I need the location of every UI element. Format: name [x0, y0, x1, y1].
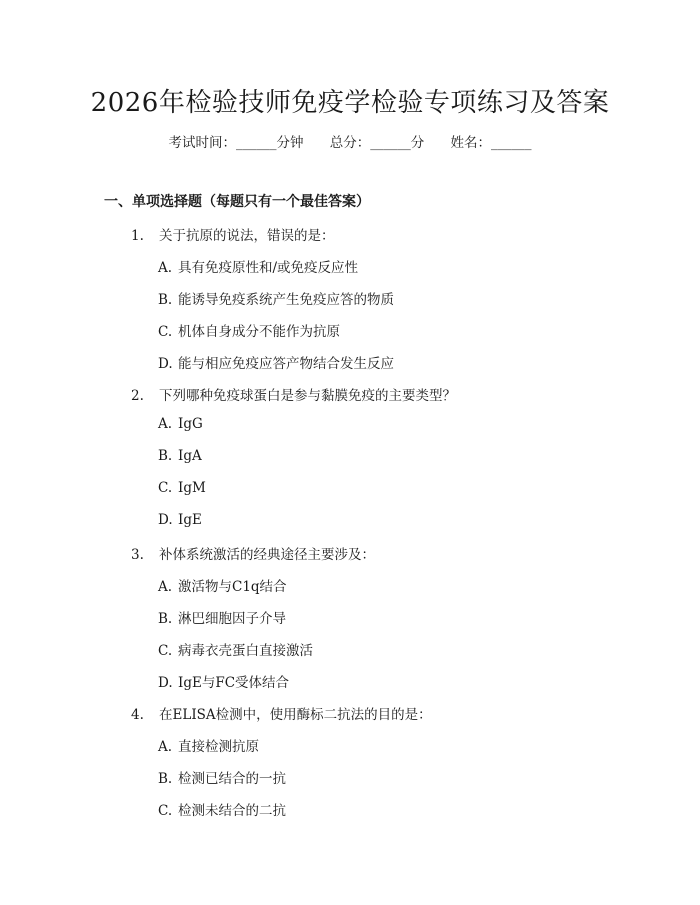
option-4c	[158, 799, 286, 819]
option-letter: C.	[158, 324, 173, 340]
question-number: 1.	[131, 228, 144, 244]
option-text: 直接检测抗原	[178, 739, 259, 755]
option-text: IgG	[178, 416, 203, 432]
option-text: IgM	[178, 480, 206, 496]
option-text: IgE与FC受体结合	[178, 675, 290, 691]
time-blank: ______	[235, 135, 277, 151]
time-unit: 分钟	[276, 135, 304, 151]
option-2c	[158, 480, 206, 496]
option-letter: A.	[158, 260, 173, 276]
question-text: 补体系统激活的经典途径主要涉及：	[159, 547, 375, 563]
option-text: 能诱导免疫系统产生免疫应答的物质	[178, 292, 394, 308]
option-text: 检测已结合的一抗	[178, 771, 286, 787]
question-text: 关于抗原的说法，错误的是：	[159, 228, 335, 244]
option-3d	[158, 671, 289, 691]
option-1b	[158, 288, 394, 308]
option-text: 机体自身成分不能作为抗原	[178, 324, 340, 340]
question-1	[131, 224, 335, 244]
score-unit: 分	[410, 135, 425, 151]
exam-meta	[0, 131, 700, 151]
option-letter: D.	[158, 356, 173, 372]
option-text: 淋巴细胞因子介导	[178, 611, 286, 627]
name-label: 姓名：	[450, 135, 492, 151]
option-text: 激活物与C1q结合	[178, 579, 287, 595]
option-letter: A.	[158, 579, 173, 595]
option-2d	[158, 512, 202, 528]
option-1a	[158, 256, 358, 276]
score-label: 总分：	[329, 135, 371, 151]
option-text: IgA	[178, 448, 202, 464]
question-text: 下列哪种免疫球蛋白是参与黏膜免疫的主要类型？	[159, 388, 456, 404]
question-number: 3.	[131, 547, 144, 563]
score-blank: ______	[370, 135, 411, 151]
question-4	[131, 703, 432, 723]
name-blank: ______	[491, 135, 532, 151]
option-1c	[158, 320, 340, 340]
question-2	[131, 384, 456, 404]
option-text: 能与相应免疫应答产物结合发生反应	[178, 356, 394, 372]
section-heading: 一、单项选择题（每题只有一个最佳答案）	[104, 194, 370, 210]
option-text: 检测未结合的二抗	[178, 803, 286, 819]
question-number: 2.	[131, 388, 144, 404]
option-3a	[158, 575, 287, 595]
option-text: 病毒衣壳蛋白直接激活	[178, 643, 313, 659]
option-text: 具有免疫原性和/或免疫反应性	[178, 260, 359, 276]
question-number: 4.	[131, 707, 144, 723]
option-letter: C.	[158, 643, 173, 659]
option-letter: B.	[158, 611, 173, 627]
option-letter: C.	[158, 803, 173, 819]
option-4a	[158, 735, 259, 755]
option-letter: C.	[158, 480, 173, 496]
option-4b	[158, 767, 286, 787]
exam-time	[168, 135, 303, 151]
option-1d	[158, 352, 394, 372]
option-letter: A.	[158, 739, 173, 755]
student-name	[451, 135, 532, 151]
option-letter: B.	[158, 771, 173, 787]
option-letter: B.	[158, 448, 173, 464]
option-3b	[158, 607, 286, 627]
time-label: 考试时间：	[168, 135, 236, 151]
option-letter: B.	[158, 292, 173, 308]
option-letter: A.	[158, 416, 173, 432]
option-letter: D.	[158, 675, 173, 691]
page-title: 2026年检验技师免疫学检验专项练习及答案	[90, 88, 610, 118]
option-2b	[158, 448, 202, 464]
option-2a	[158, 416, 203, 432]
question-text: 在ELISA检测中，使用酶标二抗法的目的是：	[159, 707, 432, 723]
option-text: IgE	[178, 512, 202, 528]
option-letter: D.	[158, 512, 173, 528]
option-3c	[158, 639, 313, 659]
question-3	[131, 543, 375, 563]
total-score	[330, 135, 425, 151]
